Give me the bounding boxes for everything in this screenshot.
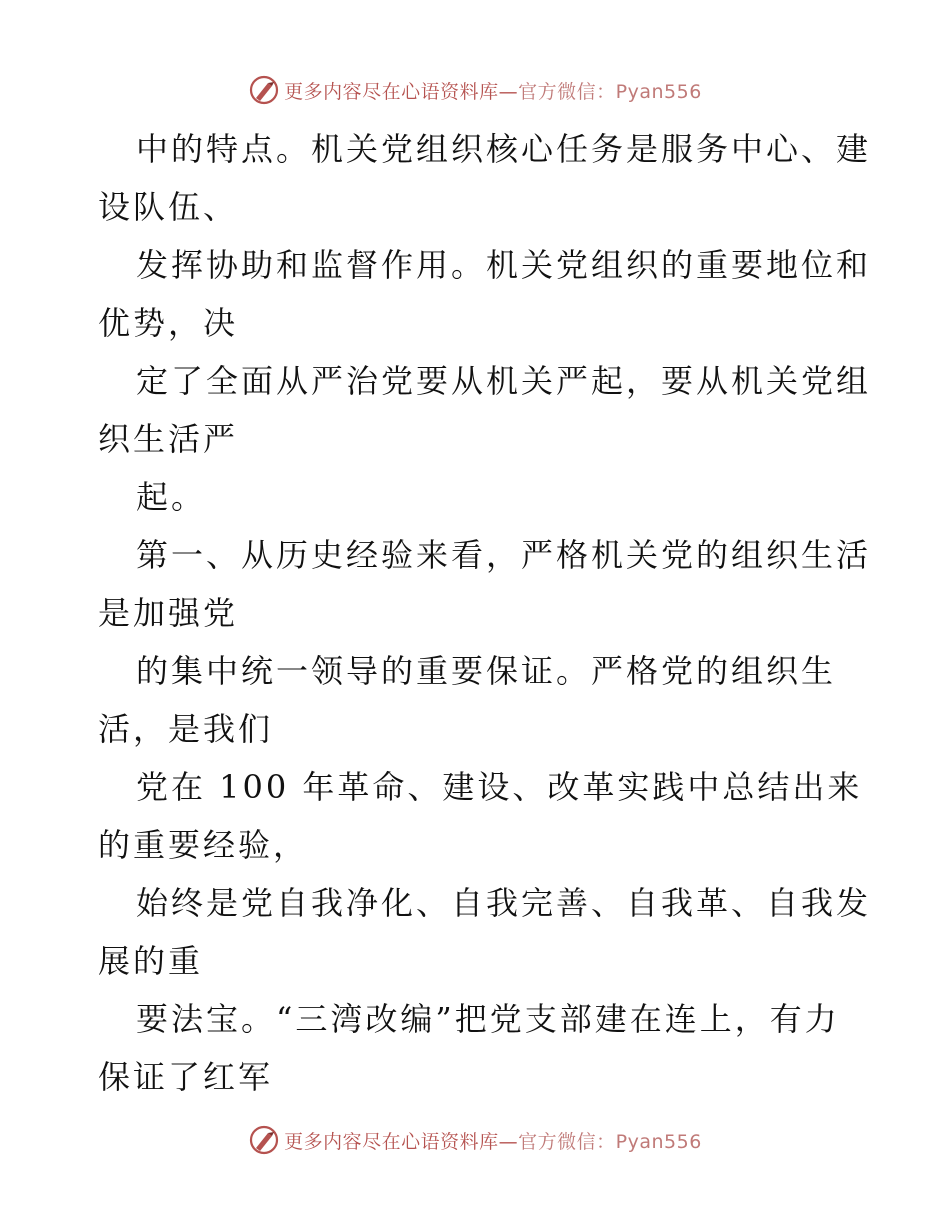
text-line: 展的重 bbox=[98, 942, 204, 980]
text-line: 的集中统一领导的重要保证。严格党的组织生 bbox=[136, 652, 837, 690]
text-line: 起。 bbox=[136, 478, 207, 516]
text-line: 要法宝。“三湾改编”把党支部建在连上，有力 bbox=[136, 1000, 840, 1038]
text-line: 活，是我们 bbox=[98, 710, 274, 748]
pen-circle-logo-icon bbox=[248, 1124, 280, 1156]
footer-banner-text: 更多内容尽在心语资料库—官方微信：Pyan556 bbox=[284, 1130, 702, 1153]
text-line: 设队伍、 bbox=[98, 188, 239, 226]
document-body bbox=[98, 120, 872, 1106]
text-line: 发挥协助和监督作用。机关党组织的重要地位和 bbox=[136, 246, 872, 284]
text-line: 党在 100 年革命、建设、改革实践中总结出来 bbox=[136, 768, 863, 806]
text-line: 定了全面从严治党要从机关严起，要从机关党组 bbox=[136, 362, 872, 400]
text-line: 是加强党 bbox=[98, 594, 239, 632]
text-line: 的重要经验， bbox=[98, 826, 309, 864]
text-line: 织生活严 bbox=[98, 420, 239, 458]
text-line: 保证了红军 bbox=[98, 1058, 274, 1096]
text-line: 优势，决 bbox=[98, 304, 239, 342]
text-line: 始终是党自我净化、自我完善、自我革、自我发 bbox=[136, 884, 872, 922]
header-banner bbox=[0, 70, 950, 110]
text-line: 第一、从历史经验来看，严格机关党的组织生活 bbox=[136, 536, 872, 574]
header-banner-text: 更多内容尽在心语资料库—官方微信：Pyan556 bbox=[284, 80, 702, 103]
pen-circle-logo-icon bbox=[248, 74, 280, 106]
footer-banner bbox=[0, 1120, 950, 1160]
text-line: 中的特点。机关党组织核心任务是服务中心、建 bbox=[136, 130, 872, 168]
